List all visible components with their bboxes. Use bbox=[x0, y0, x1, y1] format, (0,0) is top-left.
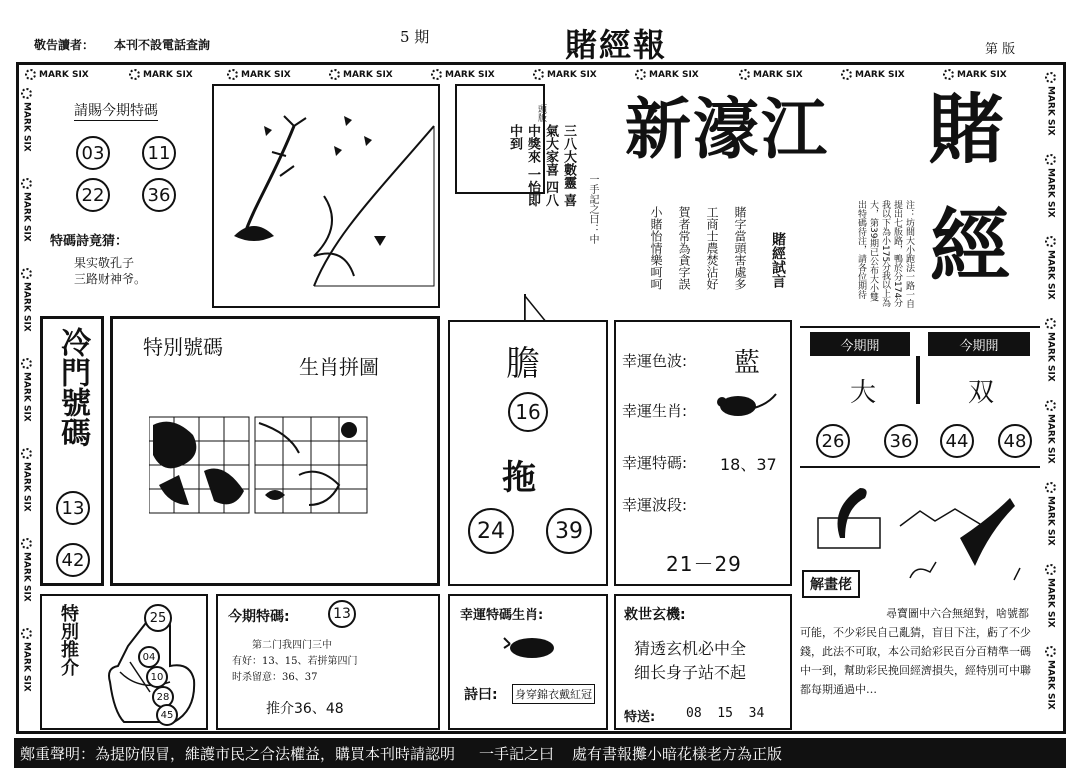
tema-box-title: 請賜今期特碼 bbox=[74, 100, 158, 121]
newspaper-title: 賭經報 bbox=[565, 26, 668, 64]
masthead-gambling: 賭 bbox=[928, 85, 1004, 174]
flower-icon bbox=[635, 69, 646, 80]
recommend-number: 28 bbox=[152, 686, 174, 708]
mark-six-logo: MARK SIX bbox=[943, 69, 1007, 80]
flower-icon bbox=[129, 69, 140, 80]
mark-six-logo: MARK SIX bbox=[431, 69, 495, 80]
draw-number: 48 bbox=[998, 424, 1032, 458]
recommend-number: 45 bbox=[156, 704, 178, 726]
lucky-tema-value: 18、37 bbox=[720, 455, 777, 474]
flower-icon bbox=[21, 268, 32, 279]
tuo-number: 24 bbox=[468, 508, 514, 554]
draw-number: 36 bbox=[884, 424, 918, 458]
flower-icon bbox=[1045, 72, 1056, 83]
lucky-color-label: 幸運色波: bbox=[622, 352, 688, 370]
flower-icon bbox=[1045, 154, 1056, 165]
draw-label-right: 今期開 bbox=[928, 332, 1030, 356]
flower-icon bbox=[25, 69, 36, 80]
saviour-line: 细长身子站不起 bbox=[634, 663, 747, 682]
this-tema-label: 今期特碼: bbox=[228, 609, 290, 625]
landscape-picture bbox=[212, 84, 440, 308]
zodiac-puzzle-image bbox=[149, 415, 379, 515]
this-tema-number: 13 bbox=[328, 600, 356, 628]
tema-number: 03 bbox=[76, 136, 110, 170]
maxims-title: 賭經試言 bbox=[770, 232, 786, 288]
flower-icon bbox=[1045, 564, 1056, 575]
masthead-title: 新濠江 bbox=[625, 90, 829, 168]
flower-icon bbox=[1045, 646, 1056, 657]
poem-label: 詩曰: bbox=[464, 687, 498, 703]
maxim-line: 小賭怡情樂呵呵 bbox=[649, 206, 663, 290]
this-tema-line: 时杀留意：36、37 bbox=[232, 672, 318, 683]
flower-icon bbox=[1045, 318, 1056, 329]
lucky-zodiac-title: 幸運特碼生肖: bbox=[460, 608, 544, 623]
saviour-box bbox=[614, 594, 792, 730]
footer-warning: 處有書報攤小暗花樣老方為正版 bbox=[572, 744, 783, 763]
cold-number: 13 bbox=[56, 491, 90, 525]
lucky-range-label: 幸運波段: bbox=[622, 496, 688, 514]
draw-value-right: 双 bbox=[968, 378, 995, 408]
this-tema-line: 有好：13、15、若拼第四门 bbox=[232, 656, 358, 667]
this-tema-line: 第二门我四门三中 bbox=[252, 640, 332, 651]
lucky-range-value: 21－29 bbox=[666, 552, 742, 576]
recommend-number: 10 bbox=[146, 666, 168, 688]
dan-number: 16 bbox=[508, 392, 548, 432]
no-phone-notice: 本刊不設電話查詢 bbox=[114, 38, 211, 52]
lucky-zodiac-box bbox=[448, 594, 608, 730]
dan-tuo-box bbox=[448, 320, 608, 586]
mark-six-logo: MARK SIX bbox=[635, 69, 699, 80]
saviour-line: 猜透玄机必中全 bbox=[634, 639, 747, 658]
draw-box bbox=[800, 326, 1040, 462]
poem-line: 果实敬孔子 bbox=[74, 256, 135, 270]
flower-icon bbox=[21, 178, 32, 189]
recommend-number: 04 bbox=[138, 646, 160, 668]
special-title: 特別號碼 bbox=[143, 335, 223, 359]
tema-number: 11 bbox=[142, 136, 176, 170]
poem-line: 三路财神爷。 bbox=[74, 272, 147, 286]
mark-six-banner-top bbox=[19, 65, 1063, 85]
ox-icon bbox=[502, 632, 560, 662]
flower-icon bbox=[21, 88, 32, 99]
special-send-numbers: 08 15 34 bbox=[686, 706, 765, 721]
mark-six-logo: MARK SIX bbox=[533, 69, 597, 80]
flower-icon bbox=[1045, 482, 1056, 493]
this-tema-box bbox=[216, 594, 440, 730]
mark-six-logo: MARK SIX bbox=[329, 69, 393, 80]
ad-vertical-text: 三八大數靈 喜氣大家喜 四八中獎來 一怡即中到 bbox=[507, 124, 576, 207]
draw-divider bbox=[916, 356, 920, 404]
draw-number: 26 bbox=[816, 424, 850, 458]
lucky-box bbox=[614, 320, 792, 586]
recommend-title: 特別推介 bbox=[58, 604, 79, 676]
explain-box bbox=[800, 470, 1040, 730]
saviour-title: 救世玄機: bbox=[624, 607, 686, 623]
flower-icon bbox=[1045, 236, 1056, 247]
mark-six-logo: MARK SIX bbox=[739, 69, 803, 80]
tuo-number: 39 bbox=[546, 508, 592, 554]
flower-icon bbox=[739, 69, 750, 80]
this-tema-recommend: 推介36、48 bbox=[266, 701, 344, 717]
tree-mountain-illustration bbox=[214, 86, 438, 306]
flower-icon bbox=[431, 69, 442, 80]
ad-center bbox=[455, 84, 605, 314]
flower-icon bbox=[21, 358, 32, 369]
mark-six-logo: MARK SIX bbox=[841, 69, 905, 80]
dan-char: 膽 bbox=[506, 344, 540, 384]
zodiac-poem: 身穿錦衣戴紅冠 bbox=[512, 684, 595, 704]
flower-icon bbox=[21, 628, 32, 639]
draw-number: 44 bbox=[940, 424, 974, 458]
flower-icon bbox=[21, 538, 32, 549]
rat-icon bbox=[714, 390, 780, 420]
edition-label: 第 版 bbox=[985, 42, 1016, 57]
flower-icon bbox=[227, 69, 238, 80]
masthead-classic: 經 bbox=[930, 199, 1010, 293]
lucky-tema-label: 幸運特碼: bbox=[622, 454, 688, 472]
masthead-note: 注：坊間大小跑法一路一自提出七版路，鴨於分174分我以下為小175分我以上為大，第39期已公布大小雙出特碼待注，請各位期待 bbox=[856, 200, 914, 308]
tuo-char: 拖 bbox=[502, 458, 536, 498]
flower-icon bbox=[841, 69, 852, 80]
recommend-number: 25 bbox=[144, 604, 172, 632]
mark-six-banner-right: MARK SIX MARK SIX MARK SIX MARK SIX MARK SIX MARK SIX MARK SIX MARK SIX bbox=[1043, 72, 1061, 728]
tema-box bbox=[44, 90, 204, 300]
special-puzzle-box bbox=[110, 316, 440, 586]
mark-six-logo: MARK SIX bbox=[129, 69, 193, 80]
recommend-box bbox=[40, 594, 208, 730]
ad-small-left: 頭版 bbox=[536, 104, 546, 122]
explain-text: 尋寶圖中六合無絕對，啥號都可能，不少彩民自己亂猜，盲目下注，虧了不少錢，此法不可取，本公司給彩民百分百精準一碼中一到，幫助彩民挽回經濟損失，經特別可中聯都每期通過中… bbox=[800, 607, 1031, 696]
tema-number: 36 bbox=[142, 178, 176, 212]
lucky-color-value: 藍 bbox=[734, 348, 761, 378]
cold-numbers-box bbox=[40, 316, 104, 586]
cold-number: 42 bbox=[56, 543, 90, 577]
draw-label-left: 今期開 bbox=[810, 332, 910, 356]
ad-side-text: 一手記之曰：中 bbox=[587, 174, 598, 244]
flower-icon bbox=[329, 69, 340, 80]
draw-bottom-rule bbox=[800, 466, 1040, 468]
flower-icon bbox=[1045, 400, 1056, 411]
reader-warning: 敬告讀者： bbox=[34, 38, 95, 52]
footer-statement: 鄭重聲明：為提防假冒，維護市民之合法權益，購買本刊時請認明 bbox=[20, 744, 456, 763]
poem-title: 特碼詩竟猜： bbox=[50, 234, 129, 249]
tema-number: 22 bbox=[76, 178, 110, 212]
footer-bar bbox=[14, 738, 1066, 768]
mark-six-logo: MARK SIX bbox=[25, 69, 89, 80]
flower-icon bbox=[943, 69, 954, 80]
mark-six-logo: MARK SIX bbox=[227, 69, 291, 80]
draw-value-left: 大 bbox=[850, 378, 877, 408]
maxim-line: 賀者常為貪字誤 bbox=[677, 206, 691, 290]
explain-label: 解畫佬 bbox=[802, 570, 860, 598]
flower-icon bbox=[21, 448, 32, 459]
mark-six-banner-left: MARK SIX MARK SIX MARK SIX MARK SIX MARK SIX MARK SIX MARK SIX bbox=[19, 88, 37, 728]
special-send-label: 特送: bbox=[624, 710, 656, 725]
maxim-line: 賭字當頭害處多 bbox=[733, 206, 747, 290]
lucky-zodiac-label: 幸運生肖: bbox=[622, 402, 688, 420]
issue-number: 5 期 bbox=[400, 28, 430, 46]
maxim-line: 工商士農焚沾好 bbox=[705, 206, 719, 290]
flower-icon bbox=[533, 69, 544, 80]
footer-logo: 一手記之曰 bbox=[479, 744, 555, 763]
special-subtitle: 生肖拼圖 bbox=[299, 355, 379, 379]
cold-numbers-title: 冷門號碼 bbox=[55, 327, 90, 447]
